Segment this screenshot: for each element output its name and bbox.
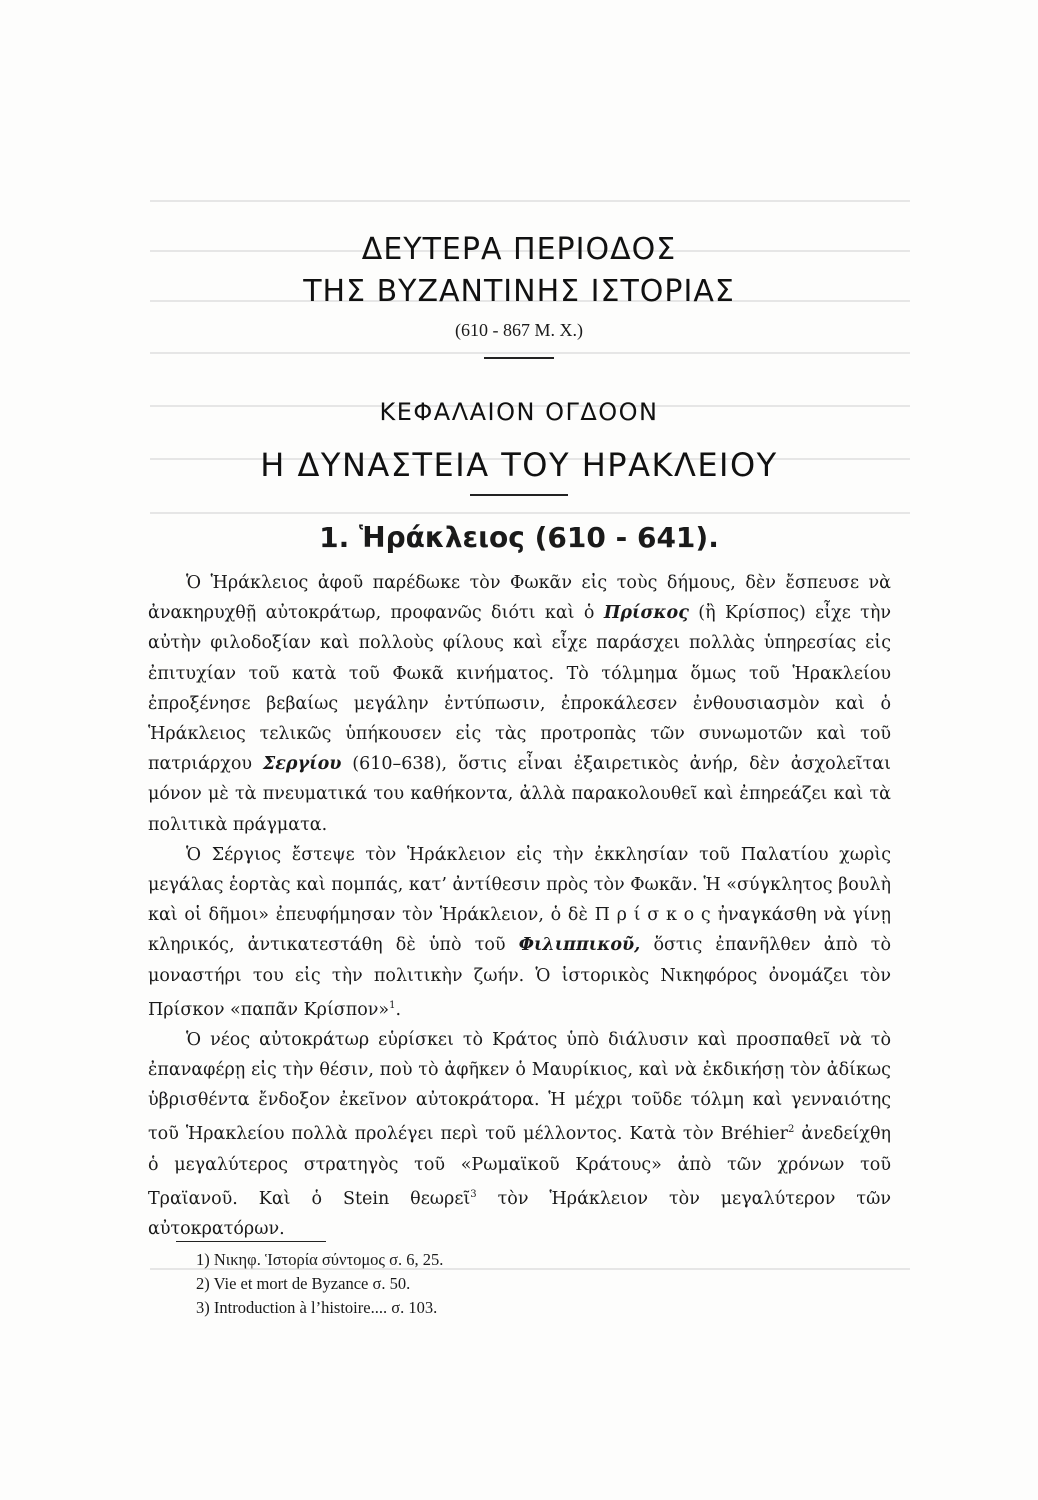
part-dates: (610 - 867 Μ. Χ.) (455, 320, 583, 340)
emphasized-name: Σεργίου (262, 754, 342, 775)
footnote-ref: 1 (389, 999, 396, 1011)
footnotes (196, 1248, 796, 1320)
show-through-line (150, 352, 910, 354)
footnote: 3) Introduction à l’histoire.... σ. 103. (196, 1298, 438, 1317)
paragraph-1 (148, 568, 891, 840)
divider-rule (470, 494, 568, 496)
paragraph-3 (148, 1025, 891, 1244)
section-title: 1. Ἡράκλειος (610 - 641). (319, 521, 719, 554)
paragraph-2 (148, 840, 891, 1025)
chapter-label: ΚΕΦΑΛΑΙΟΝ ΟΓΔΟΟΝ (379, 398, 659, 426)
paragraph-text: . (395, 999, 402, 1020)
footnote-ref: 2 (787, 1124, 795, 1136)
divider-rule (484, 357, 554, 359)
paragraph-text: (610–638), ὅστις εἶναι ἐξαιρετικὸς ἀνήρ, δὲν ἀσχολεῖται μόνον μὲ τὰ πνευματικά του καθήκοντα, ἀλλὰ παρακολουθεῖ καὶ ἐπηρεάζει καὶ τὰ πολιτικὰ πράγματα. (148, 754, 891, 835)
paragraph-text: ἀνεδείχθη ὁ μεγαλύτερος στρατηγὸς τοῦ «Ρωμαϊκοῦ Κράτους» ἀπὸ τῶν χρόνων τοῦ Τραϊανοῦ. Καὶ ὁ Stein θεωρεῖ (148, 1124, 891, 1209)
footnote-separator (176, 1241, 326, 1242)
paragraph-text: Ὁ νέος αὐτοκράτωρ εὑρίσκει τὸ Κράτος ὑπὸ διάλυσιν καὶ προσπαθεῖ νὰ τὸ ἐπαναφέρῃ εἰς τὴν θέσιν, ποὺ τὸ ἀφῆκεν ὁ Μαυρίκιος, καὶ νὰ ἐκδικήσῃ τὸν ἀδίκως ὑβρισθέντα ἔνδοξον ἐκεῖνον αὐτοκράτορα. Ἡ μέχρι τοῦδε τόλμη καὶ γενναιότης τοῦ Ἡρακλείου πολλὰ προλέγει περὶ τοῦ μέλλοντος. Κατὰ τὸν Bréhier (148, 1029, 891, 1145)
paragraph-text: τὸν Ἡράκλειον τὸν μεγαλύτερον τῶν αὐτοκρατόρων. (148, 1188, 891, 1239)
emphasized-name: Πρίσκος (603, 603, 689, 624)
show-through-line (150, 200, 910, 202)
paragraph-text: Ὁ Ἡράκλειος ἀφοῦ παρέδωκε τὸν Φωκᾶν εἰς τοὺς δήμους, δὲν ἔσπευσε νὰ ἀνακηρυχθῇ αὐτοκράτωρ, προφανῶς διότι καὶ ὁ (148, 573, 891, 624)
footnote-ref: 3 (470, 1188, 477, 1200)
paragraph-text: Ὁ Σέργιος ἔστεψε τὸν Ἡράκλειον εἰς τὴν ἐκκλησίαν τοῦ Παλατίου χωρὶς μεγάλας ἑορτὰς καὶ πομπάς, κατ’ ἀντίθεσιν πρὸς τὸν Φωκᾶν. Ἡ «σύγκλητος βουλὴ καὶ οἱ δῆμοι» ἐπευφήμησαν τὸν Ἡράκλειον, ὁ δὲ Π ρ ί σ κ ο ς ἠναγκάσθη νὰ γίνῃ κληρικός, ἀντικατεστάθη δὲ ὑπὸ τοῦ (148, 844, 891, 956)
part-title-line-1: ΔΕΥΤΕΡΑ ΠΕΡΙΟΔΟΣ (361, 232, 677, 267)
emphasized-name: Φιλιππικοῦ, (518, 935, 641, 956)
footnote: 2) Vie et mort de Byzance σ. 50. (196, 1274, 411, 1293)
footnote: 1) Νικηφ. Ἱστορία σύντομος σ. 6, 25. (196, 1250, 444, 1269)
body-text (148, 568, 891, 1244)
paragraph-text: (ἢ Κρίσπος) εἶχε τὴν αὐτὴν φιλοδοξίαν καὶ πολλοὺς φίλους καὶ εἶχε παράσχει πολλὰς ὑπηρεσίας εἰς ἐπιτυχίαν τοῦ κατὰ τοῦ Φωκᾶ κινήματος. Τὸ τόλμημα ὅμως τοῦ Ἡρακλείου ἐπροξένησε βεβαίως μεγάλην ἐντύπωσιν, ἐπροκάλεσεν ἐνθουσιασμὸν καὶ ὁ Ἡράκλειος τελικῶς ὑπήκουσεν εἰς τὰς προτροπὰς τῶν συνωμοτῶν καὶ τοῦ πατριάρχου (148, 603, 891, 775)
chapter-title: Η ΔΥΝΑΣΤΕΙΑ ΤΟΥ ΗΡΑΚΛΕΙΟΥ (260, 446, 778, 484)
paragraph-text: ὅστις ἐπανῆλθεν ἀπὸ τὸ μοναστήρι του εἰς τὴν πολιτικὴν ζωήν. Ὁ ἱστορικὸς Νικηφόρος ὀνομάζει τὸν Πρίσκον «παπᾶν Κρίσπον» (148, 935, 891, 1020)
part-title-line-2: ΤΗΣ ΒΥΖΑΝΤΙΝΗΣ ΙΣΤΟΡΙΑΣ (303, 274, 735, 309)
show-through-line (150, 512, 910, 514)
